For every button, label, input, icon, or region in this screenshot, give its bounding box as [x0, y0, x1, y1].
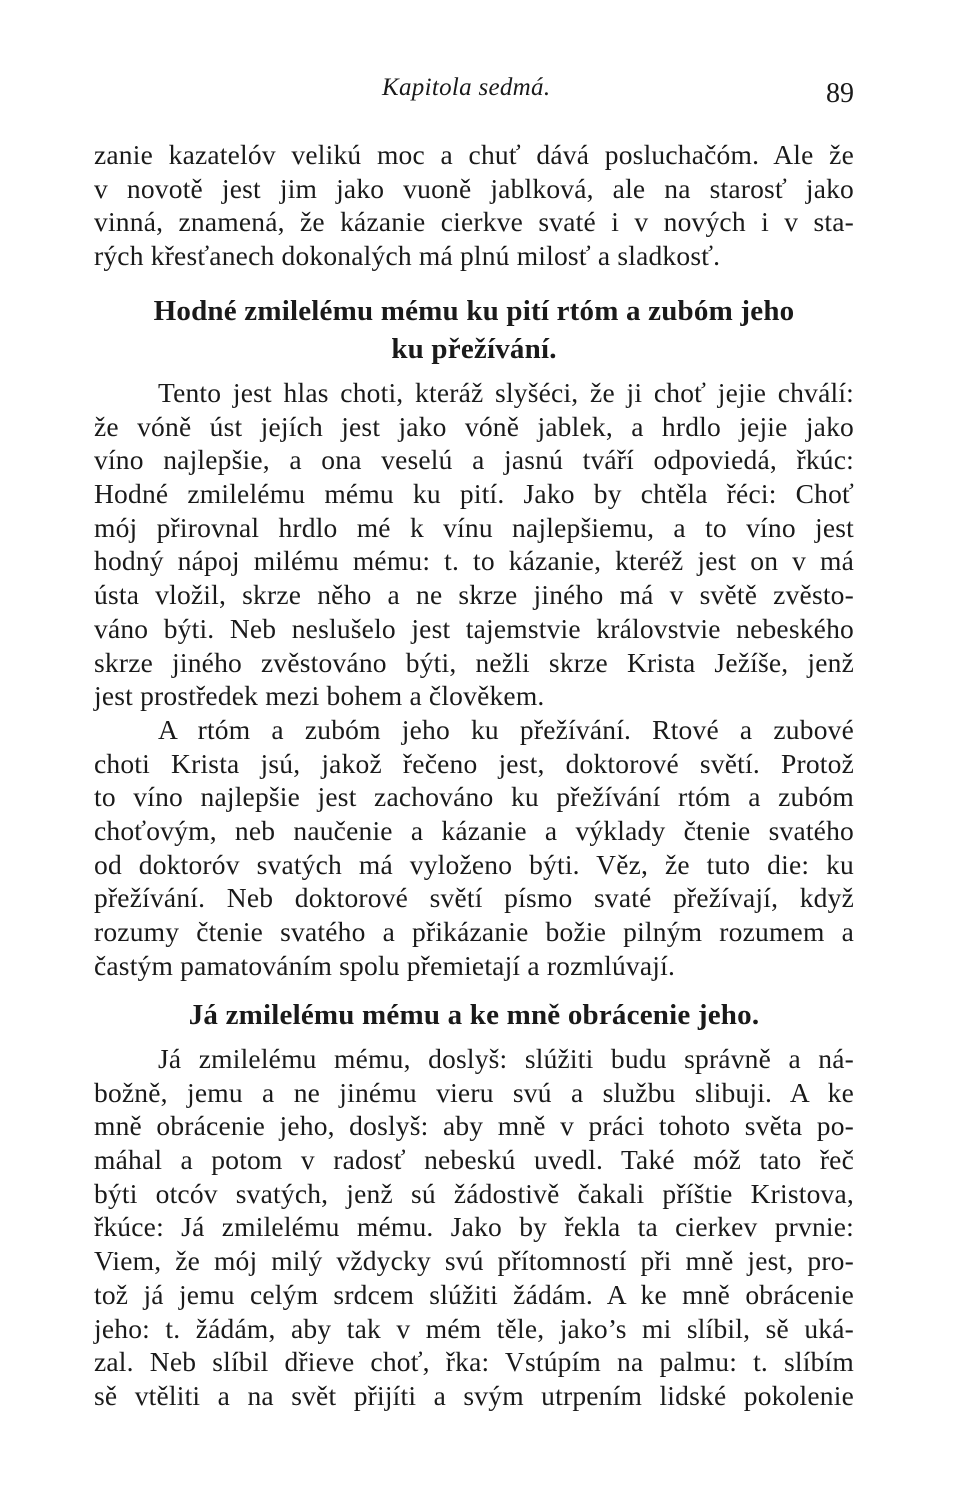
- section-heading-ja: [94, 996, 854, 1034]
- heading-line: Hodné zmilelému mému ku pití rtóm a zubóm jeho: [153, 295, 795, 327]
- text-line: rozumy čtenie svatého a přikázanie božie pilným rozumem a: [94, 916, 854, 947]
- text-line: hodný nápoj milému mému: t. to kázanie, kteréž jest on v má: [94, 545, 854, 577]
- text-line: vinná, znamená, že kázanie cierkve svaté i v nových i v sta-: [94, 206, 854, 238]
- text-line: Tento jest hlas choti, kteráž slyšéci, že ji choť jejie chválí:: [158, 377, 854, 408]
- paragraph-ja: [94, 1042, 854, 1413]
- text-line: Já zmilelému mému, doslyš: slúžiti budu správně a ná-: [158, 1043, 854, 1074]
- text-line: ústa vložil, skrze něho a ne skrze jiného má v světě zvěsto-: [94, 579, 854, 611]
- text-line: býti otcóv svatých, jenž sú žádostivě čakali příštie Kristova,: [94, 1177, 854, 1209]
- text-line: choťovým, neb naučenie a kázanie a výklady čtenie svatého: [94, 814, 854, 846]
- text-line: sě vtěliti a na svět přijíti a svým utrpením lidské pokolenie: [94, 1379, 854, 1411]
- heading-line: Já zmilelému mému a ke mně obrácenie jeho.: [188, 999, 760, 1031]
- text-line: častým pamatováním spolu přemietají a rozmlúvají.: [94, 949, 676, 981]
- text-line: víno najlepšie, a ona veselú a jasnú tváří odpoviedá, řkúc:: [94, 444, 854, 476]
- text-line: v novotě jest jim jako vuoně jablková, ale na starosť jako: [94, 172, 854, 204]
- page-number: 89: [826, 78, 854, 109]
- text-line: řkúce: Já zmilelému mému. Jako by řekla ta cierkev prvnie:: [94, 1211, 854, 1243]
- text-line: A rtóm a zubóm jeho ku přežívání. Rtové a zubové: [158, 713, 854, 745]
- text-line: máhal a potom v radosť nebeskú uvedl. Také móž tato řeč: [94, 1144, 854, 1176]
- text-line: to víno najlepšie jest zachováno ku přežívání rtóm a zubóm: [94, 781, 854, 813]
- page-header: [94, 68, 854, 108]
- paragraph-tento: [94, 376, 854, 982]
- text-line: rých křesťanech dokonalých má plnú milosť a sladkosť.: [94, 240, 721, 272]
- heading-line: ku přežívání.: [391, 333, 557, 365]
- book-page: [94, 0, 854, 1491]
- text-line: Hodné zmilelému mému ku pití. Jako by chtěla řéci: Choť: [94, 478, 854, 510]
- section-heading-hodne: [94, 292, 854, 368]
- text-line: váno býti. Neb neslušelo jest tajemstvie královstvie nebeského: [94, 612, 854, 644]
- text-line: že vóně úst jejích jest jako vóně jablek, a hrdlo jejie jako: [94, 410, 854, 442]
- text-line: od doktoróv svatých má vyloženo býti. Věz, že tuto die: ku: [94, 848, 854, 880]
- text-line: mně obrácenie jeho, doslyš: aby mně v práci tohoto světa po-: [94, 1110, 854, 1142]
- text-line: přežívání. Neb doktorové světí písmo svaté přežívají, když: [94, 882, 854, 914]
- text-line: božně, jemu a ne jinému vieru svú a službu slibuji. A ke: [94, 1076, 854, 1108]
- running-title: Kapitola sedmá.: [382, 74, 551, 101]
- text-line: skrze jiného zvěstováno býti, nežli skrze Krista Ježíše, jenž: [94, 646, 854, 678]
- paragraph-continued: [94, 138, 854, 273]
- text-line: zanie kazatelóv velikú moc a chuť dává posluchačóm. Ale že: [94, 139, 854, 170]
- text-line: Viem, že mój milý vždycky svú přítomností při mně jest, pro-: [94, 1245, 854, 1277]
- text-line: jeho: t. žádám, aby tak v mém těle, jako’s mi slíbil, sě uká-: [94, 1312, 854, 1344]
- text-line: tož já jemu celým srdcem slúžiti žádám. A ke mně obrácenie: [94, 1278, 854, 1310]
- text-line: jest prostředek mezi bohem a člověkem.: [94, 680, 545, 712]
- text-line: choti Krista jsú, jakož řečeno jest, doktorové světí. Protož: [94, 747, 854, 779]
- text-line: zal. Neb slíbil dřieve choť, řka: Vstúpím na palmu: t. slíbím: [94, 1346, 854, 1378]
- text-line: mój přirovnal hrdlo mé k vínu najlepšiemu, a to víno jest: [94, 511, 854, 543]
